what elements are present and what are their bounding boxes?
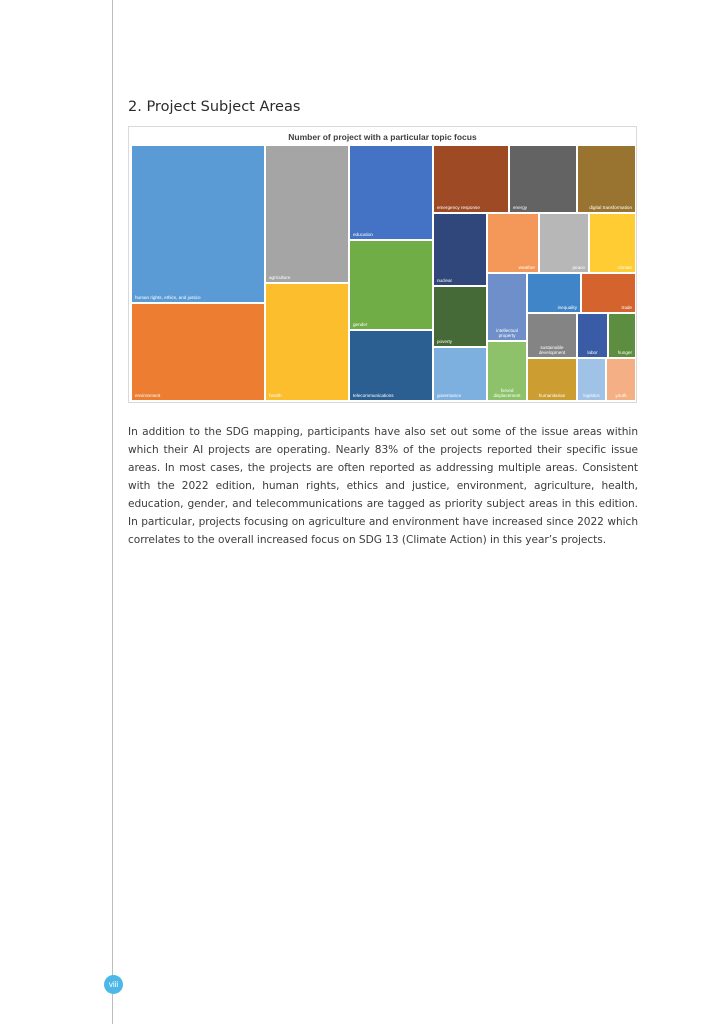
treemap-tile-label: poverty [437,339,453,344]
treemap-tile-label: inequality [557,305,577,310]
treemap-tile [606,358,636,401]
page-number-badge: viii [104,975,123,994]
treemap-tile-label: hunger [617,350,632,355]
treemap-tile [589,213,636,273]
treemap-tile [527,313,577,358]
treemap-tile [265,283,349,401]
treemap-tile-label: energy [513,205,528,210]
treemap-tile-label: forced displacement [493,388,521,398]
treemap-area [129,127,638,404]
treemap-tile-label: health [269,393,282,398]
treemap-tile-label: nuclear [437,278,453,283]
treemap-tile-label: intellectual property [496,328,518,338]
treemap-tile [527,358,577,401]
treemap-tile [131,145,265,303]
treemap-tile-label: sustainable development [538,345,566,355]
treemap-tile [487,273,527,341]
treemap-tile [349,145,433,240]
body-paragraph: In addition to the SDG mapping, participants have also set out some of the issue areas within which their AI projects are operating. Nearly 83% of the projects reported their specific issue areas. In most cases, the projects are often reported as addressing multiple areas. Consistent with the 2022 edition, human rights, ethics and justice, environment, agriculture, health, education, gender, and telecommunications are tagged as priority subject areas in this edition. In particular, projects focusing on agriculture and environment have increased since 2022 which correlates to the overall increased focus on SDG 13 (Climate Action) in this year’s projects. [128,426,638,546]
treemap-tile-label: environment [135,393,161,398]
treemap-tile-label: emergency response [437,205,480,210]
treemap-tile-label: education [353,232,373,237]
treemap-tile [487,213,539,273]
treemap-tile [581,273,636,313]
treemap-tile [539,213,589,273]
treemap-tile [433,347,487,401]
treemap-chart [128,126,637,403]
treemap-tile-label: youth [615,393,627,398]
treemap-tile-label: gender [353,322,368,327]
treemap-tile [265,145,349,283]
treemap-tile-label: labor [587,350,598,355]
treemap-tile-label: humanitarian [538,393,566,398]
treemap-tile [487,341,527,401]
treemap-tile-label: human rights, ethics, and justice [135,295,201,300]
treemap-tile-label: climate [617,265,632,270]
treemap-tile-label: logistics [583,393,600,398]
treemap-tile [577,313,608,358]
treemap-tile-label: peace [572,265,585,270]
treemap-tile [433,286,487,347]
chart-title: Number of project with a particular topic focus [288,132,477,142]
treemap-tile-label: trade [621,305,632,310]
section-title: 2. Project Subject Areas [128,99,301,115]
page-margin-rule [112,0,113,1024]
treemap-tile-label: telecommunications [353,393,394,398]
treemap-tile-label: digital transformation [589,205,632,210]
treemap-tile [577,358,606,401]
treemap-tile-label: weather [518,265,535,270]
treemap-tile [433,213,487,286]
treemap-tile [349,240,433,330]
treemap-tile [527,273,581,313]
treemap-tile [608,313,636,358]
treemap-tile [433,145,509,213]
treemap-tile [131,303,265,401]
treemap-tile [349,330,433,401]
treemap-tile-label: governance [437,393,462,398]
treemap-tile-label: agriculture [269,275,291,280]
treemap-tile [509,145,577,213]
treemap-tile [577,145,636,213]
